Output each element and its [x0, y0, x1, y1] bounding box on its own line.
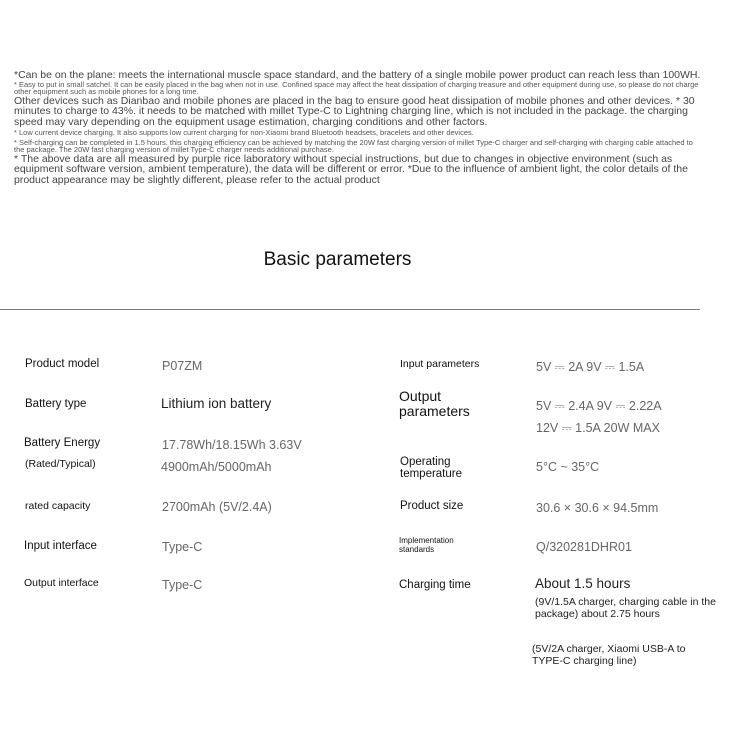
- charging-time-value: About 1.5 hours: [535, 576, 631, 591]
- output-parameters-value-2: 12V ⎓ 1.5A 20W MAX: [536, 421, 660, 435]
- input-interface-value: Type-C: [162, 540, 203, 554]
- input-parameters-value: 5V ⎓ 2A 9V ⎓ 1.5A: [536, 360, 645, 374]
- product-model-label: Product model: [25, 358, 100, 370]
- note-satchel: * Easy to put in small satchel. It can be easily placed in the bag when not in use. Confined space may affect the heat dissipation of charging treasure and other equipment during use, so please do not charge other equipment such as mobile phones for a long time.: [14, 79, 699, 96]
- note-self-charging: * Self-charging can be completed in 1.5 hours. this charging efficiency can be achieved by matching the 20W fast charging version of millet Type-C charger and self-charging with charging cable attached to the package. The 20W fast charging version of millet Type-C charger needs additional purchase.: [14, 137, 693, 154]
- implementation-standards-label-1: Implementation: [399, 536, 454, 545]
- operating-temperature-value: 5°C ~ 35°C: [536, 460, 600, 474]
- implementation-standards-label-2: standards: [399, 545, 435, 554]
- battery-type-label: Battery type: [25, 398, 87, 410]
- output-parameters-value-1: 5V ⎓ 2.4A 9V ⎓ 2.22A: [536, 399, 662, 413]
- input-interface-label: Input interface: [24, 540, 97, 552]
- charging-time-note-1: (9V/1.5A charger, charging cable in the package) about 2.75 hours: [535, 596, 716, 620]
- product-model-value: P07ZM: [162, 359, 203, 373]
- operating-temperature-label-2: temperature: [400, 468, 463, 480]
- divider-line: [0, 309, 700, 310]
- output-parameters-label-2: parameters: [399, 403, 470, 419]
- battery-energy-value: 17.78Wh/18.15Wh 3.63V: [162, 438, 302, 452]
- battery-energy-sublabel: (Rated/Typical): [25, 458, 96, 470]
- rated-capacity-label: rated capacity: [25, 500, 91, 512]
- charging-time-label: Charging time: [399, 579, 471, 591]
- note-heat-dissipation: Other devices such as Dianbao and mobile phones are placed in the bag to ensure good heat dissipation of mobile phones and other devices. * 30 minutes to charge to 43%. it needs to be matched with millet Type-C to Lightning charging line, which is not included in the package. the charging speed may vary depending on the equipment usage estimation, charging conditions and other factors.: [14, 94, 695, 128]
- battery-energy-label: Battery Energy: [24, 437, 101, 449]
- note-airplane: *Can be on the plane: meets the international muscle space standard, and the battery of a single mobile power product can reach less than 100WH.: [14, 69, 701, 81]
- output-parameters-label-1: Output: [399, 388, 442, 404]
- note-measurement: * The above data are all measured by purple rice laboratory without special instructions, but due to changes in objective environment (such as equipment software version, ambient temperature), the data will be different or error. *Due to the influence of ambient light, the color details of the product appearance may be slightly different, please refer to the actual product: [14, 152, 688, 186]
- implementation-standards-value: Q/320281DHR01: [536, 540, 632, 554]
- section-title: Basic parameters: [263, 249, 412, 270]
- operating-temperature-label-1: Operating: [400, 456, 451, 468]
- input-parameters-label: Input parameters: [400, 358, 480, 370]
- product-size-label: Product size: [400, 500, 464, 512]
- rated-capacity-value: 2700mAh (5V/2.4A): [162, 500, 272, 514]
- output-interface-label: Output interface: [24, 577, 99, 589]
- output-interface-value: Type-C: [162, 578, 203, 592]
- charging-time-note-2: (5V/2A charger, Xiaomi USB-A to TYPE-C charging line): [532, 643, 686, 667]
- disclaimer-notes: [14, 70, 704, 185]
- battery-capacity-mah-value: 4900mAh/5000mAh: [161, 460, 272, 474]
- note-low-current: * Low current device charging. It also supports low current charging for non-Xiaomi brand Bluetooth headsets, bracelets and other devices.: [14, 128, 474, 137]
- product-size-value: 30.6 × 30.6 × 94.5mm: [536, 501, 659, 515]
- battery-type-value: Lithium ion battery: [161, 396, 272, 411]
